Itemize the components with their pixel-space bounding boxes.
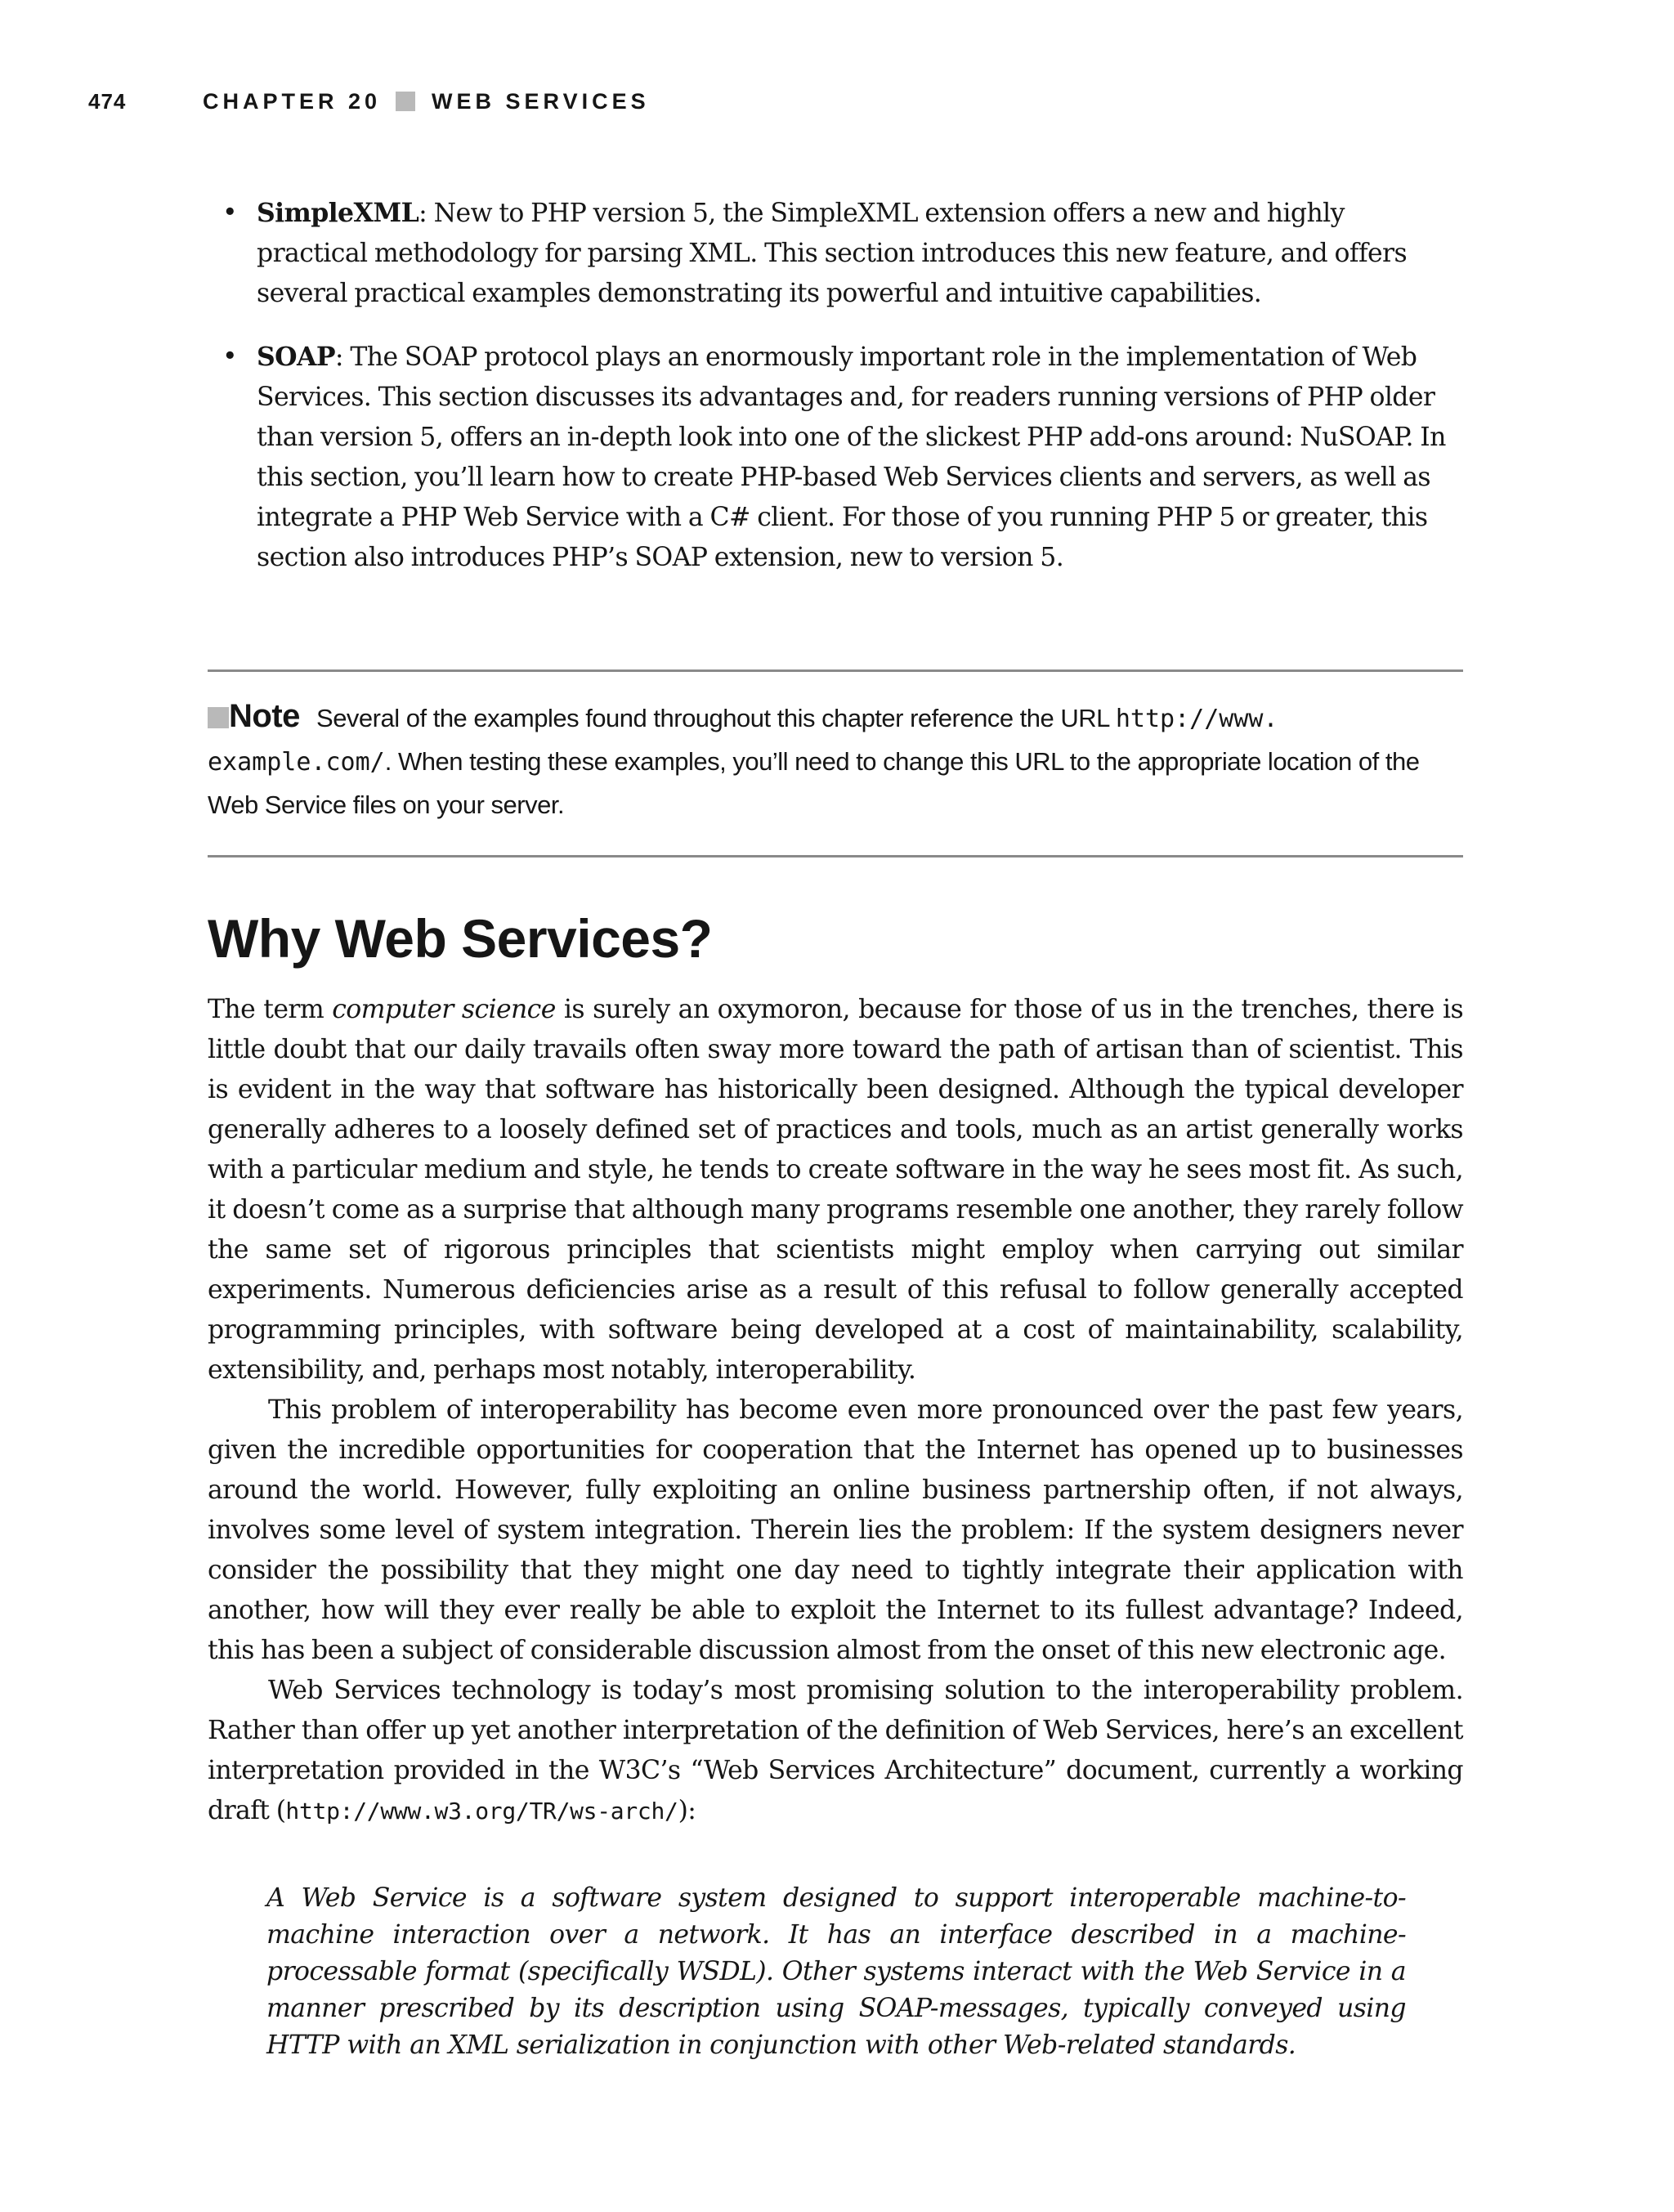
paragraph — [208, 990, 1463, 1390]
emphasis-text: computer science — [332, 995, 556, 1024]
block-quote: A Web Service is a software system designed to support interoperable machine-to-machine interaction over a network. It has an interface described in a machine-processable format (specifically WSDL). Other systems interact with the Web Service in a manner prescribed by its description using SOAP-messages, typically conveyed using HTTP with an XML serialization in conjunction with other Web-related standards. — [266, 1883, 1406, 2060]
note-square-icon — [208, 707, 229, 728]
bullet-term: SimpleXML — [257, 198, 419, 228]
list-item — [222, 337, 1458, 578]
chapter-label: CHAPTER 20 — [203, 88, 382, 114]
note-label: Note — [229, 698, 300, 734]
bullet-icon: • — [222, 342, 237, 371]
paragraph: This problem of interoperability has become even more pronounced over the past few years, given the incredible opportunities for cooperation that the Internet has opened up to businesses around the world. However, fully exploiting an online business partnership often, if not always, involves some level of system integration. Therein lies the problem: If the system designers never consider the possibility that they might one day need to tightly integrate their application with another, how will they ever really be able to exploit the Internet to its fullest advantage? Indeed, this has been a subject of considerable discussion almost from the onset of this new electronic age. — [208, 1395, 1463, 1665]
paragraph-text: Web Services technology is today’s most promising solution to the interoperability problem. Rather than offer up yet another interpretation of the definition of Web Services, here’s an excellent interpretation provided in the W3C’s “Web Services Architecture” document, currently a working draft ( — [208, 1676, 1463, 1825]
note-box — [208, 695, 1463, 826]
section-name: WEB SERVICES — [432, 88, 650, 114]
bullet-text: : The SOAP protocol plays an enormously important role in the implementation of Web Services. This section discusses its advantages and, for readers running versions of PHP older than version 5, offers an in-depth look into one of the slickest PHP add-ons around: NuSOAP. In this section, you’ll learn how to create PHP-based Web Services clients and servers, as well as integrate a PHP Web Service with a C# client. For those of you running PHP 5 or greater, this section also introduces PHP’s SOAP extension, new to version 5. — [257, 343, 1446, 572]
separator-square-icon — [396, 92, 415, 111]
bullet-icon: • — [222, 198, 237, 227]
running-head — [88, 85, 650, 118]
paragraph — [208, 1671, 1463, 1831]
paragraph-text: is surely an oxymoron, because for those of us in the trenches, there is little doubt that our daily travails often sway more toward the path of artisan than of scientist. This is evident in the way that software has historically been designed. Although the typical developer generally adheres to a loosely defined set of practices and tools, much as an artist generally works with a particular medium and style, he tends to create software in the way he sees most fit. As such, it doesn’t come as a surprise that although many programs resemble one another, they rarely follow the same set of rigorous principles that scientists might employ when carrying out similar experiments. Numerous deficiencies arise as a result of this refusal to follow generally accepted programming principles, with software being developed at a cost of maintainability, scalability, extensibility, and, perhaps most notably, interoperability. — [208, 995, 1464, 1385]
note-url: http://www. — [1115, 705, 1278, 733]
paragraph-text: ): — [678, 1796, 696, 1825]
bullet-list — [222, 193, 1458, 601]
body-text — [208, 990, 1463, 1831]
note-url-continued: example.com/ — [208, 748, 385, 777]
page-number: 474 — [88, 88, 127, 114]
bullet-text: : New to PHP version 5, the SimpleXML extension offers a new and highly practical methodology for parsing XML. This section introduces this new feature, and offers several practical examples demonstrating its powerful and intuitive capabilities. — [257, 199, 1408, 308]
bullet-term: SOAP — [257, 342, 335, 372]
paragraph-text: The term — [208, 995, 333, 1024]
note-text: Several of the examples found throughout this chapter reference the URL — [316, 704, 1109, 732]
note-bottom-rule — [208, 855, 1463, 857]
note-top-rule — [208, 669, 1463, 672]
list-item — [222, 193, 1458, 314]
section-heading: Why Web Services? — [208, 908, 713, 969]
note-text-continued: . When testing these examples, you’ll need to change this URL to the appropriate location of the Web Service files on your server. — [208, 747, 1420, 819]
w3c-url: http://www.w3.org/TR/ws-arch/ — [285, 1798, 678, 1825]
